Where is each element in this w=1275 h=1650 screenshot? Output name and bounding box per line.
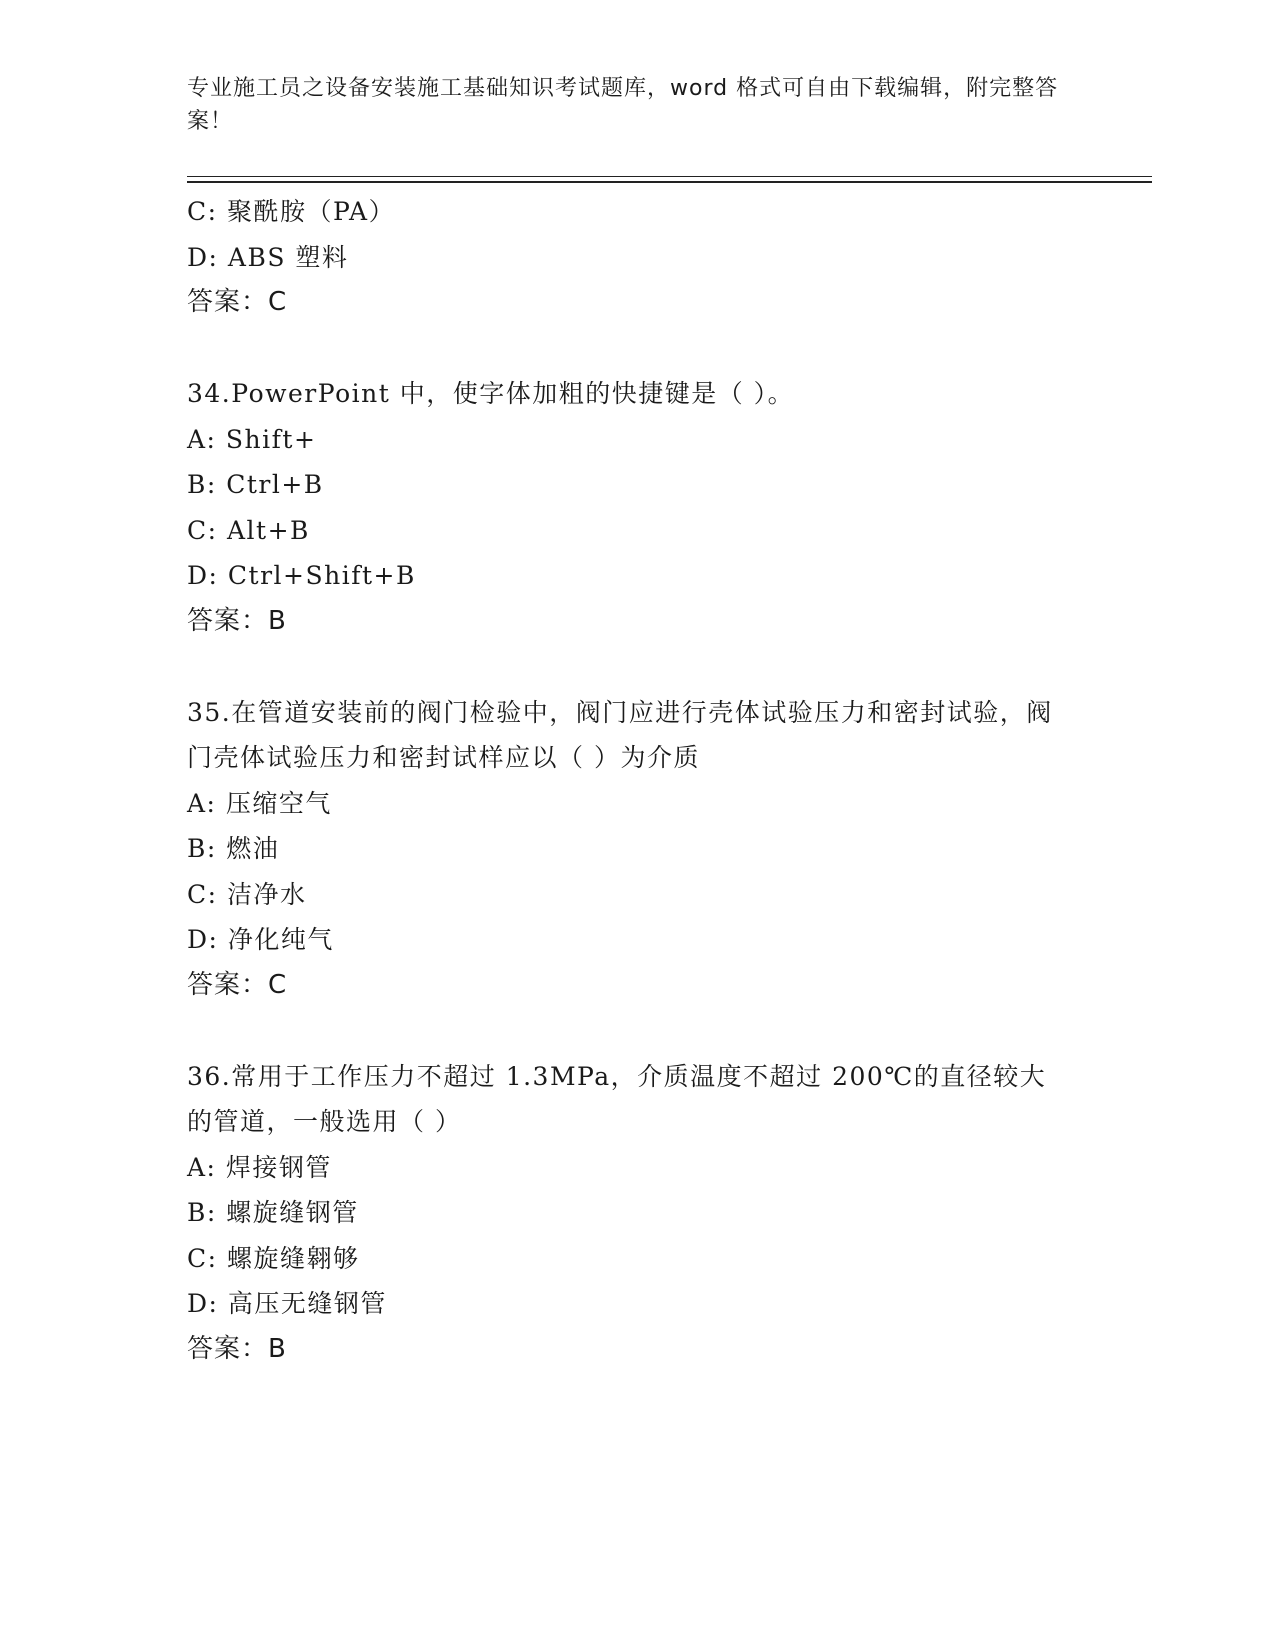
option-d: D: ABS 塑料 [187, 242, 349, 272]
header-divider-thin [187, 176, 1152, 177]
option-b: B: 螺旋缝钢管 [187, 1198, 359, 1227]
option-d: D: 高压无缝钢管 [187, 1289, 387, 1318]
document-body [187, 189, 1087, 1372]
option-b: B: Ctrl+B [187, 470, 324, 499]
question-stem: 36.常用于工作压力不超过 1.3MPa，介质温度不超过 200℃的直径较大的管道，一般选用（ ） [187, 1061, 1047, 1136]
spacer [187, 1008, 1087, 1054]
document-header: 专业施工员之设备安装施工基础知识考试题库，word 格式可自由下载编辑，附完整答案！ [187, 76, 1059, 134]
answer-line: 答案：C [187, 969, 288, 1000]
question-stem: 35.在管道安装前的阀门检验中，阀门应进行壳体试验压力和密封试验，阀门壳体试验压力和密封试样应以（ ）为介质 [187, 697, 1053, 772]
option-c: C: 洁净水 [187, 879, 307, 909]
option-c: C: 聚酰胺（PA） [187, 197, 396, 226]
question-stem: 34.PowerPoint 中，使字体加粗的快捷键是（ ）。 [187, 379, 795, 408]
option-c: C: Alt+B [187, 515, 310, 545]
answer-line: 答案：B [187, 1333, 287, 1364]
option-d: D: 净化纯气 [187, 925, 334, 954]
option-b: B: 燃油 [187, 834, 280, 863]
option-d: D: Ctrl+Shift+B [187, 561, 416, 590]
spacer [187, 326, 1087, 372]
answer-line: 答案：B [187, 605, 287, 636]
option-a: A: 焊接钢管 [187, 1152, 332, 1182]
question-34 [187, 371, 1087, 644]
answer-line: 答案：C [187, 287, 288, 317]
question-36 [187, 1054, 1087, 1373]
spacer [187, 644, 1087, 690]
option-a: A: 压缩空气 [187, 788, 332, 818]
header-divider-thick [187, 181, 1152, 183]
option-c: C: 螺旋缝翱够 [187, 1243, 360, 1273]
question-35 [187, 690, 1087, 1009]
option-a: A: Shift+ [187, 424, 317, 454]
